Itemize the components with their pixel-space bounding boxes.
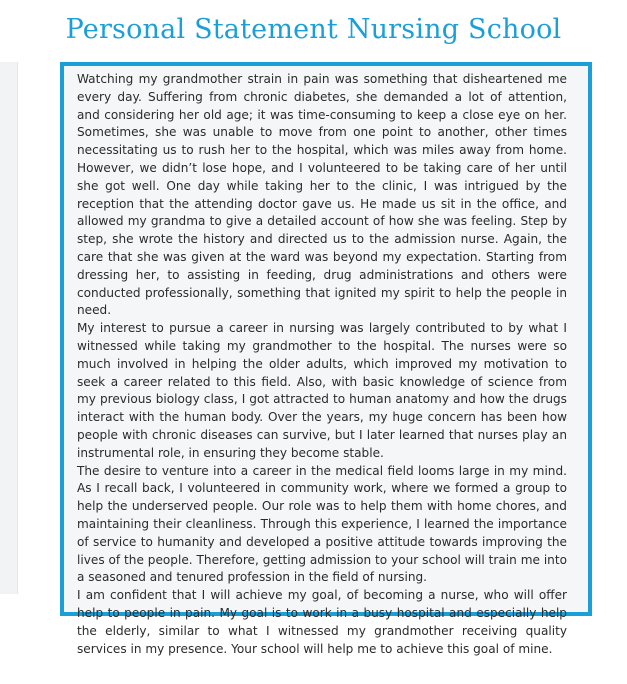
left-edge-panel — [0, 62, 18, 594]
essay-paragraph-4: I am confident that I will achieve my goal, of becoming a nurse, who will offer help to people in pain. My goal is to work in a busy hospital and especially help the elderly, similar to what I witnessed my grandmother receiving quality services in my presence. Your school will help me to achieve this goal of mine. — [77, 588, 567, 656]
essay-paragraph-2: My interest to pursue a career in nursing was largely contributed to by what I witnessed while taking my grandmother to the hospital. The nurses were so much involved in helping the older adults, which improved my motivation to seek a career related to this field. Also, with basic knowledge of science from my previous biology class, I got attracted to human anatomy and how the drugs interact with the human body. Over the years, my huge concern has been how people with chronic diseases can survive, but I later learned that nurses play an instrumental role, in ensuring they become stable. — [77, 321, 567, 460]
essay-body — [77, 71, 567, 656]
essay-paragraph-3: The desire to venture into a career in the medical field looms large in my mind. As I recall back, I volunteered in community work, where we formed a group to help the underserved people. Our role was to help them with home chores, and maintaining their cleanliness. Through this experience, I learned the importance of service to humanity and developed a positive attitude towards improving the lives of the people. Therefore, getting admission to your school will train me into a seasoned and tenured profession in the field of nursing. — [77, 463, 567, 585]
essay-paragraph-1: Watching my grandmother strain in pain was something that disheartened me every day. Suffering from chronic diabetes, she demanded a lot of attention, and considering her old age; it was time-consuming to keep a close eye on her. Sometimes, she was unable to move from one point to another, other times necessitating us to rush her to the hospital, which was miles away from home. However, we didn’t lose hope, and I volunteered to be taking care of her until she got well. One day while taking her to the clinic, I was intrigued by the reception that the attending doctor gave us. He made us sit in the office, and allowed my grandma to give a detailed account of how she was feeling. Step by step, she wrote the history and directed us to the admission nurse. Again, the care that she was given at the ward was beyond my expectation. Starting from dressing her, to assisting in feeding, drug administrations and others were conducted professionally, something that ignited my spirit to help the people in need. — [77, 72, 567, 318]
essay-frame — [60, 62, 592, 656]
page-title: Personal Statement Nursing School — [65, 14, 562, 45]
